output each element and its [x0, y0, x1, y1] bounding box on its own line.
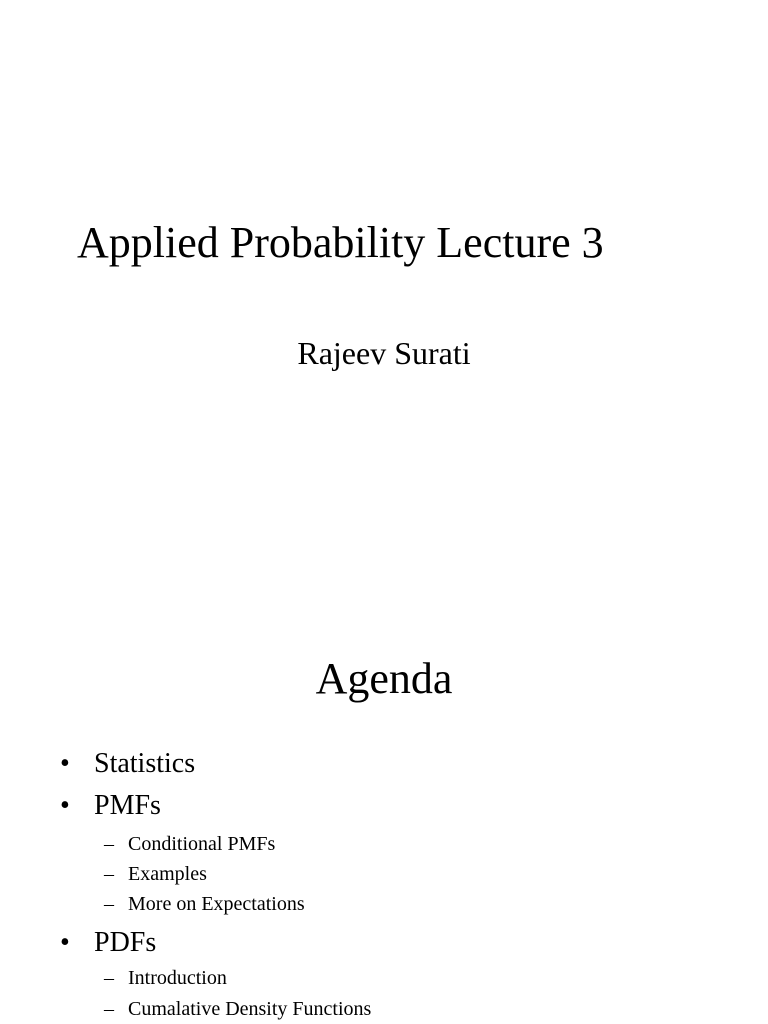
agenda-item-label: Statistics: [94, 748, 196, 779]
agenda-item-statistics: [60, 748, 195, 780]
agenda-heading: Agenda: [315, 654, 453, 703]
agenda-item-pmfs: [60, 790, 161, 822]
dash-icon: –: [104, 833, 114, 855]
agenda-subitem-label: More on Expectations: [128, 893, 305, 915]
lecture-title: Applied Probability Lecture 3: [77, 218, 604, 267]
agenda-subitem: [104, 892, 305, 916]
agenda-subitem: [104, 832, 275, 856]
agenda-subitem-label: Conditional PMFs: [128, 833, 276, 855]
bullet-icon: •: [60, 790, 70, 821]
agenda-subitem-label: Cumalative Density Functions: [128, 998, 372, 1020]
agenda-subitem: [104, 862, 207, 886]
author-name: Rajeev Surati: [297, 335, 471, 371]
dash-icon: –: [104, 967, 114, 989]
dash-icon: –: [104, 998, 114, 1020]
agenda-item-label: PDFs: [94, 927, 157, 958]
bullet-icon: •: [60, 748, 70, 779]
dash-icon: –: [104, 863, 114, 885]
agenda-slide: [0, 576, 768, 1024]
agenda-subitem: [104, 997, 371, 1021]
agenda-subitem-label: Introduction: [128, 967, 227, 989]
agenda-item-label: PMFs: [94, 790, 161, 821]
agenda-item-pdfs: [60, 927, 156, 959]
bullet-icon: •: [60, 927, 70, 958]
agenda-subitem: [104, 966, 227, 990]
dash-icon: –: [104, 893, 114, 915]
agenda-subitem-label: Examples: [128, 863, 207, 885]
